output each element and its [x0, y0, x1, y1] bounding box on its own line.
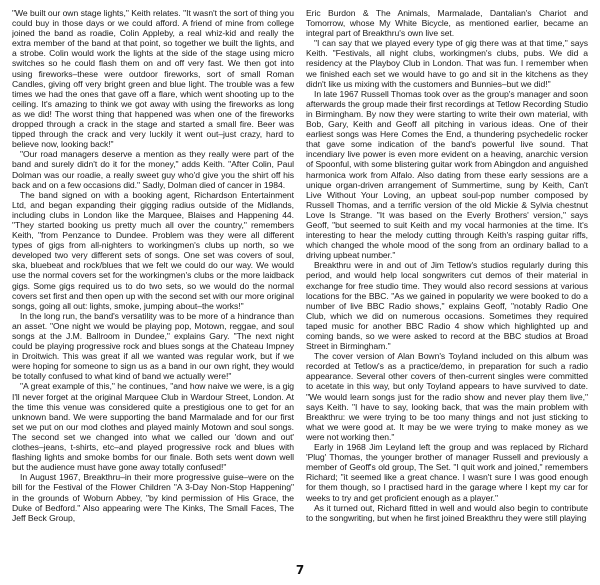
paragraph: "I can say that we played every type of gig there was at that time," says Keith. "Festivals, all night clubs, workingmen's clubs, pubs. We did a residency at the Playboy Club in London. That was fun. I remember when we finished each set we would have to go and sit in the kitchens as they didn't like us mixing with the customers and Bunnies–but we did!" [306, 38, 588, 89]
paragraph: As it turned out, Richard fitted in well and would also begin to contribute to the songwriting, but when he first joined Breakthru they were still playing [306, 502, 588, 523]
paragraph: The cover version of Alan Bown's Toyland included on this album was recorded at Tetlow's as a practice/demo, in preparation for such a radio appearance. Several other covers of then-current singles were committed to acetate in this way, but only Toyland appears to have survived to date. "We would learn songs just for the radio show and never play them live," says Keith. "I have to say, looking back, that was the main problem with Breakthru: we were trying to be too many things and not just sticking to what we were good at. It may be we were trying to make money as we were not working then." [306, 351, 588, 442]
paragraph: "We built our own stage lights," Keith relates. "It wasn't the sort of thing you could buy in those days or we could afford. A friend of mine from college joined the band as roadie, Colin Appleby, a real whiz-kid and really the extra member of the band at that point, so together we built the lights, and a strobe. Colin would work the lights at the side of the stage using micro switches so he could flash them on and off very fast. We then got into using fireworks–these were outdoor fireworks, sort of small Roman Candles, giving off very bright green and blue light. The trouble was a few times we had the ones that gave off a flare, which went shooting up to the ceiling. It's amazing to think we got away with using the fireworks as long as we did! The worst thing that happened was when one of the fireworks dropped through a crack in the stage and started a small fire. Beer was tipped through the crack and very luckily it went out–just crazy, hard to believe now, looking back!" [12, 8, 294, 150]
paragraph: Early in 1968 Jim Leyland left the group and was replaced by Richard 'Plug' Thomas, the younger brother of manager Russell and previously a member of Geoff's old group, The Set. "I quit work and joined," remembers Richard; "it seemed like a great chance. I wasn't sure I was good enough for them though, so I practised hard in the garage where I kept my car for weeks to try and get proficient enough as a player." [306, 442, 588, 503]
right-column [306, 8, 588, 556]
left-column [12, 8, 294, 556]
paragraph: The band signed on with a booking agent, Richardson Entertainment Ltd, and began expanding their gigging radius outside of the Midlands, including clubs in London like the Marquee, Blaises and Happening 44. "They started booking us pretty much all over the country," remembers Keith, "from Penzance to Dundee. Problem was they were all different types of gigs from all-nighters to workingmen's clubs up north, so we developed two very different sets of songs. One set was covers of soul, ska, bluebeat and rock/blues that we felt we could do our way. We would use the normal covers set for the workingmen's clubs or the more laidback gigs. Some gigs required us to do two sets, so we would do the normal covers set first and then open up with the second set with our more original songs, going all out: lights, smoke, jumping about–the works!" [12, 189, 294, 311]
paragraph: In August 1967, Breakthru–in their more progressive guise–were on the bill for the Festival of the Flower Children "A 3-Day Non-Stop Happening" in the grounds of Woburn Abbey, "by kind permission of His Grace, the Duke of Bedford." Also appearing were The Kinks, The Small Faces, The Jeff Beck Group, [12, 472, 294, 523]
page-number: 7 [295, 563, 305, 577]
paragraph: "Our road managers deserve a mention as they really were part of the band and surely didn't do it for the money," adds Keith. "After Colin, Paul Dolman was our roadie, a really sweet guy who'd give you the shirt off his back and on a few occasions did." Sadly, Dolman died of cancer in 1984. [12, 149, 294, 190]
paragraph: Breakthru were in and out of Jim Tetlow's studios regularly during this period, and would help local songwriters cut demos of their material in exchange for free studio time. They would also record sessions at various locations for the BBC. "As we gained in popularity we were booked to do a number of live BBC Radio shows," explains Geoff, "notably Radio One Club, which we did on numerous occasions. Sometimes they required taped music for another BBC Radio 4 show which highlighted up and coming bands, so we were asked to record at the BBC studios at Broad Street in Birmingham." [306, 260, 588, 352]
paragraph: In late 1967 Russell Thomas took over as the group's manager and soon afterwards the group made their first recordings at Tetlow Recording Studio in Birmingham. By now they were starting to write their own material, with Bob, Gary, Keith and Geoff all pitching in various ideas. One of their earliest songs was Here Comes the End, a thundering psychedelic rocker that gave some indication of the band's powerful live sound. That incendiary live power is even more evident on a heaving, anarchic version of Spoonful, with some blistering guitar work from Abingdon and anguished harmonica work from Alfalo. Also dating from these early sessions are a unique organ-driven arrangement of Summertime, sung by Keith, Can't Live Without Your Loving, an upbeat soul-pop number composed by Russell Thomas, and a terrific version of the old Mickie & Sylvia chestnut Love Is Strange. "It was based on the Everly Brothers' version," says Geoff, "but seemed to suit Keith and my vocal harmonies at the time. It's interesting to hear the melody cutting through Keith's rasping guitar riffs, which changed the whole mood of the song from an ordinary ballad to a driving upbeat number." [306, 88, 588, 261]
paragraph: "A great example of this," he continues, "and how naive we were, is a gig I'll never forget at the original Marquee Club in Wardour Street, London. At the time this venue was considered quite a prestigious one to get for an unknown band. We were supporting the band Marmalade and for our first set we put on our mod clothes and played mainly Motown and soul songs. The second set we changed into what we called our 'down and out' clothes–jeans, t-shirts, etc–and played progressive rock and blues with flashing lights and smoke bombs for our finale. Both sets went down well but the audience must have gone away totally confused!" [12, 381, 294, 473]
paragraph: In the long run, the band's versatility was to be more of a hindrance than an asset. "One night we would be playing pop, Motown, reggae, and soul songs at the J.M. Ballroom in Dundee," explains Gary. "The next night could be playing progressive rock and blues songs at the Chateau Impney in Droitwich. This was great if all we wanted was regular work, but if we were hoping for someone to sign us as a band in our own right, they would be totally confused to what kind of band we actually were!" [12, 310, 294, 382]
paragraph: Eric Burdon & The Animals, Marmalade, Dantalian's Chariot and Tomorrow, whose My White Bicycle, as mentioned earlier, became an integral part of Breakthru's own live set. [306, 8, 588, 39]
